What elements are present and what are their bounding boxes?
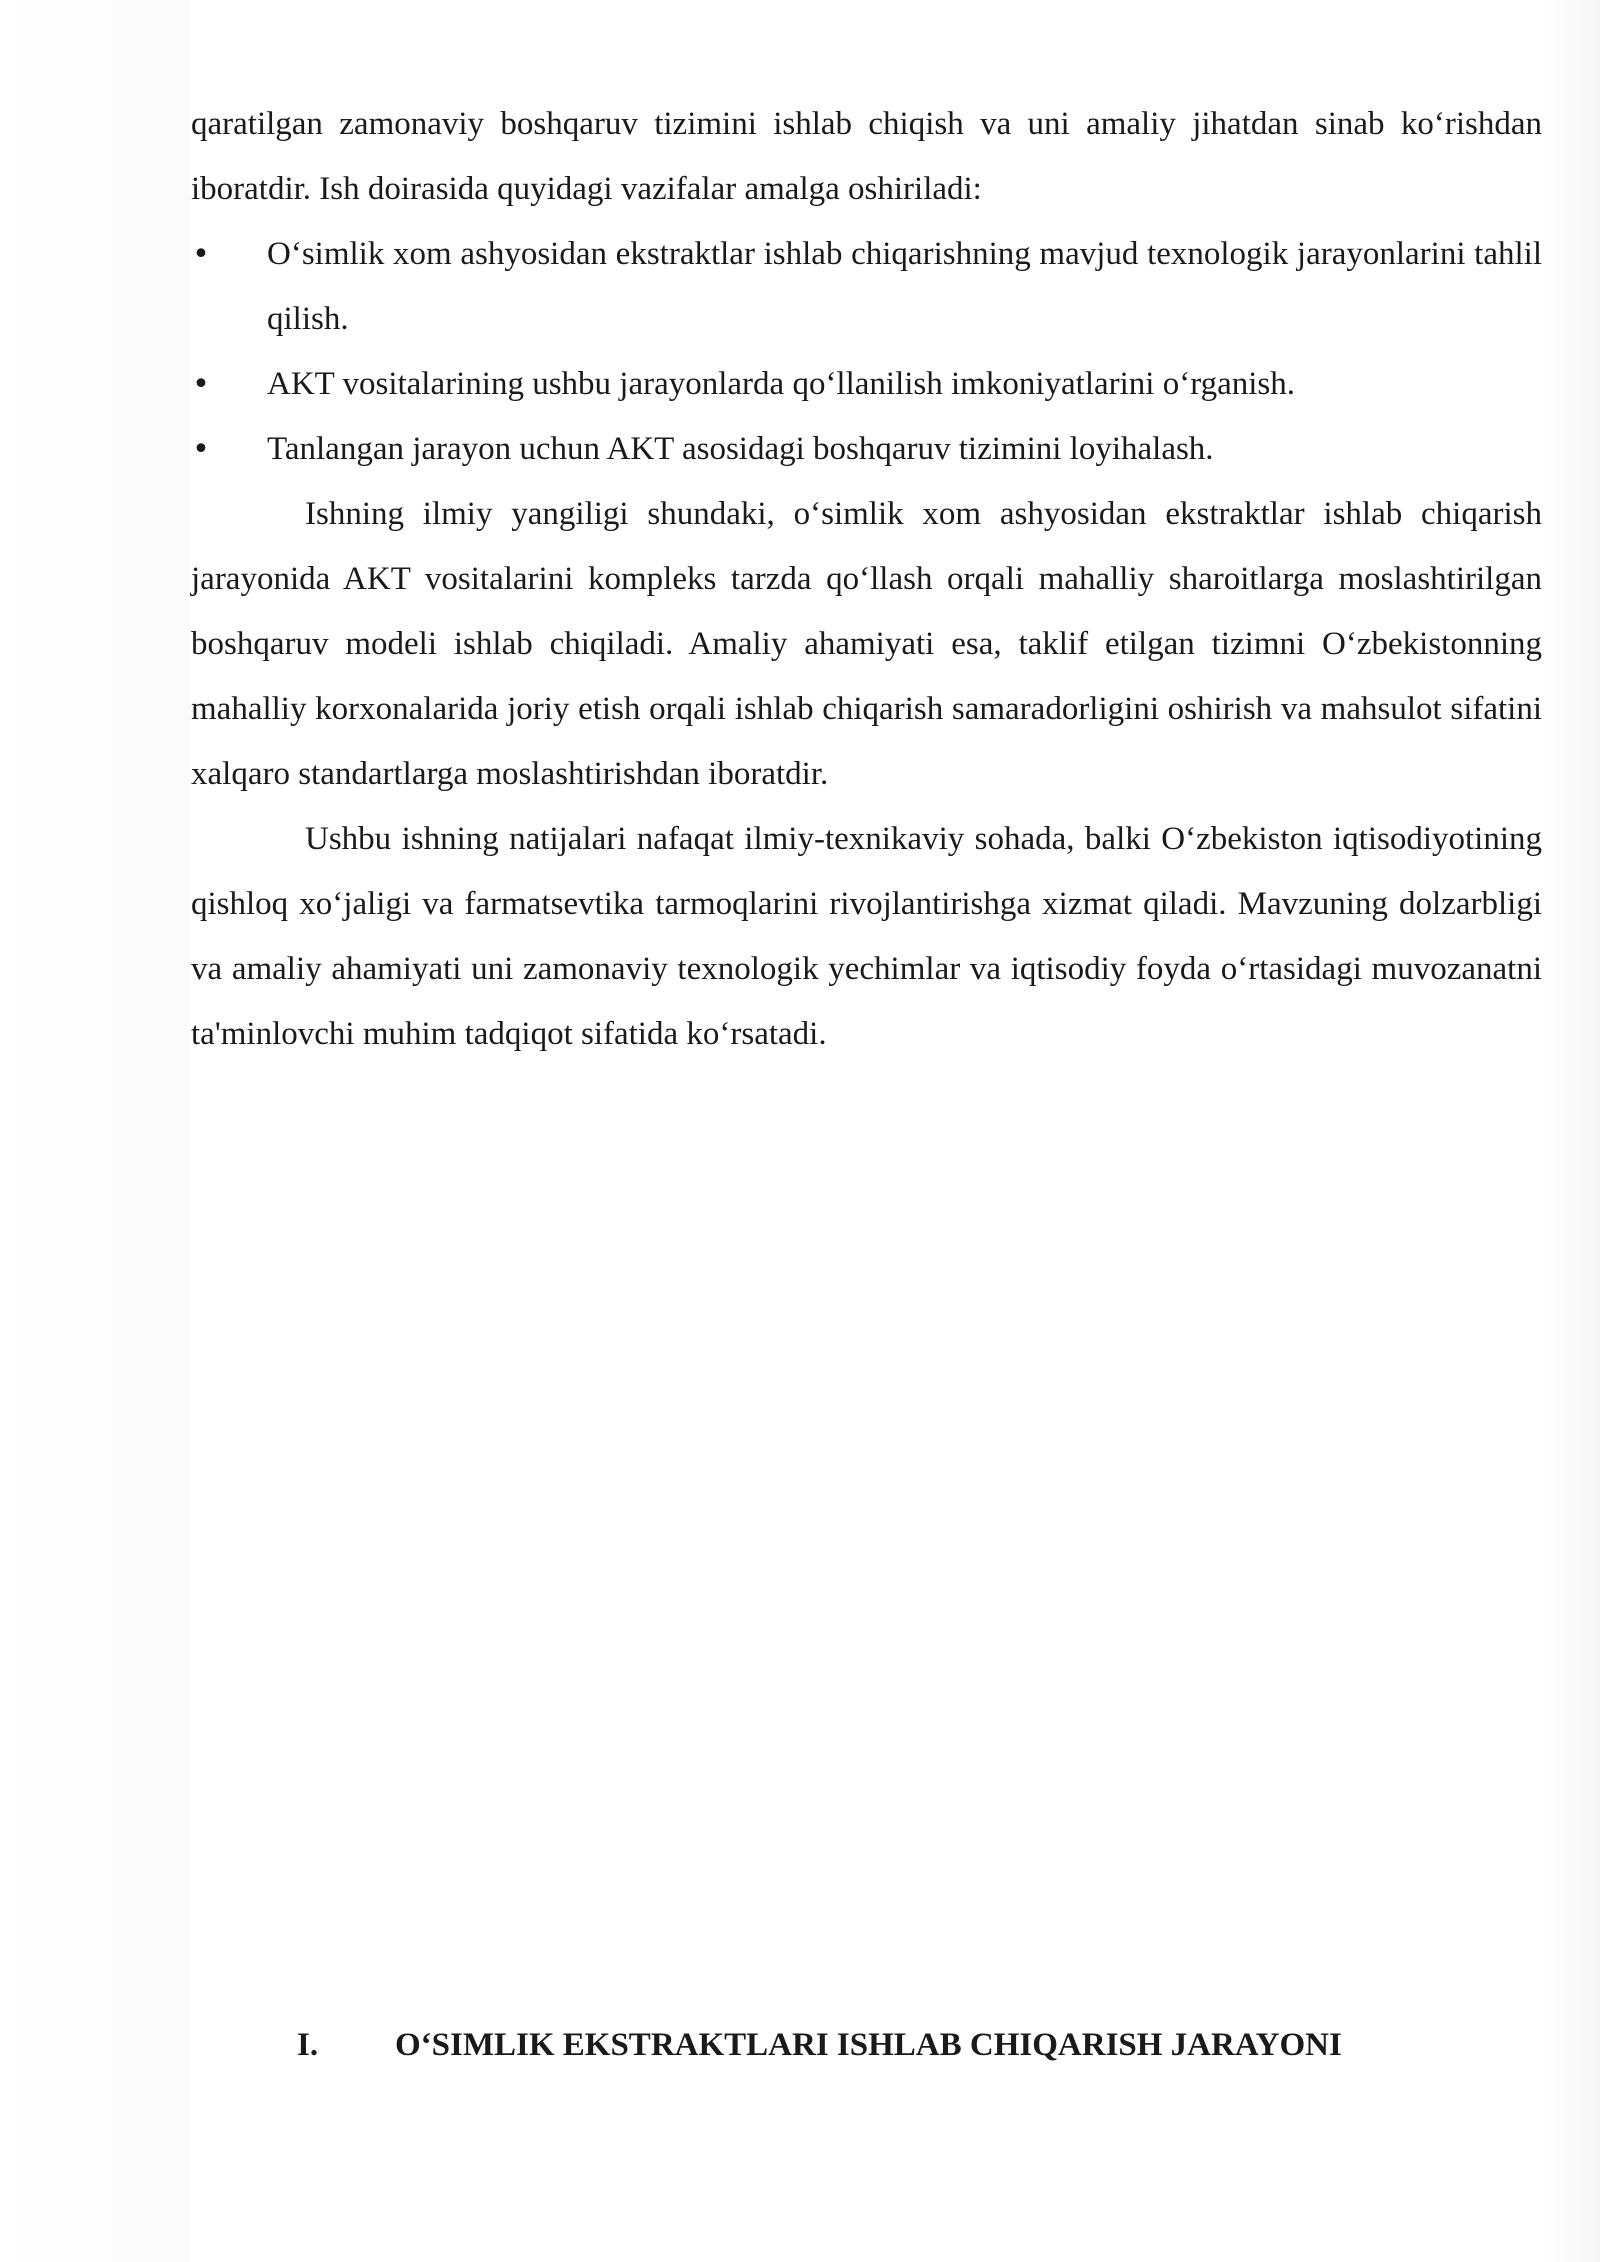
bullet-icon: • bbox=[192, 237, 210, 272]
right-edge-shade bbox=[1540, 0, 1600, 2262]
bullet-icon: • bbox=[192, 432, 210, 467]
task-list bbox=[191, 222, 1542, 482]
task-text: Tanlangan jarayon uchun AKT asosidagi boshqaruv tizimini loyihalash. bbox=[267, 431, 1214, 467]
document-body bbox=[191, 92, 1542, 1067]
bullet-icon: • bbox=[192, 367, 210, 402]
task-list-item bbox=[191, 352, 1542, 417]
results-paragraph: Ushbu ishning natijalari nafaqat ilmiy-texnikaviy sohada, balki O‘zbekiston iqtisodiyotining qishloq xo‘jaligi va farmatsevtika tarmoqlarini rivojlantirishga xizmat qiladi. Mavzuning dolzarbligi va amaliy ahamiyati uni zamonaviy texnologik yechimlar va iqtisodiy foyda o‘rtasidagi muvozanatni ta'minlovchi muhim tadqiqot sifatida ko‘rsatadi. bbox=[191, 821, 1542, 1052]
intro-paragraph: qaratilgan zamonaviy boshqaruv tizimini ishlab chiqish va uni amaliy jihatdan sinab ko‘rishdan iboratdir. Ish doirasida quyidagi vazifalar amalga oshiriladi: bbox=[191, 106, 1542, 207]
section-heading bbox=[297, 2023, 1342, 2067]
task-list-item bbox=[191, 417, 1542, 482]
novelty-paragraph: Ishning ilmiy yangiligi shundaki, o‘simlik xom ashyosidan ekstraktlar ishlab chiqarish jarayonida AKT vositalarini kompleks tarzda qo‘llash orqali mahalliy sharoitlarga moslashtirilgan boshqaruv modeli ishlab chiqiladi. Amaliy ahamiyati esa, taklif etilgan tizimni O‘zbekistonning mahalliy korxonalarida joriy etish orqali ishlab chiqarish samaradorligini oshirish va mahsulot sifatini xalqaro standartlarga moslashtirishdan iboratdir. bbox=[191, 496, 1542, 792]
task-text: O‘simlik xom ashyosidan ekstraktlar ishlab chiqarishning mavjud texnologik jarayonlarini tahlil qilish. bbox=[267, 236, 1542, 337]
left-margin-shade bbox=[0, 0, 190, 2262]
section-number: I. bbox=[297, 2027, 319, 2063]
task-list-item bbox=[191, 222, 1542, 352]
task-text: AKT vositalarining ushbu jarayonlarda qo‘llanilish imkoniyatlarini o‘rganish. bbox=[267, 366, 1296, 402]
section-title: O‘SIMLIK EKSTRAKTLARI ISHLAB CHIQARISH JARAYONI bbox=[395, 2027, 1342, 2063]
